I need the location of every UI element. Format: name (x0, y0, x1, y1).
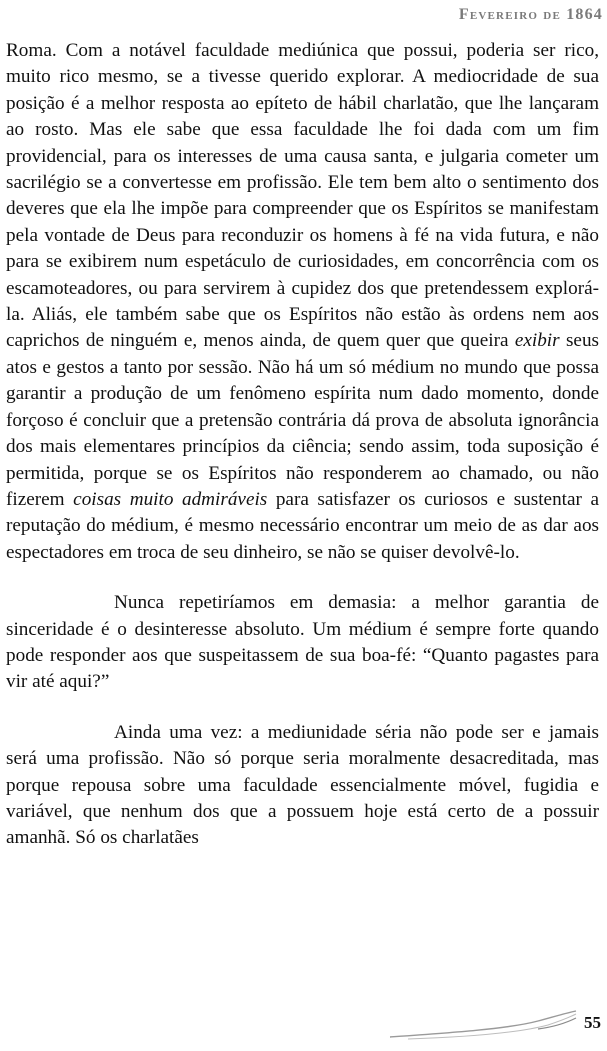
paragraph-1-part-a: Roma. Com a notável faculdade mediúnica que possui, poderia ser rico, muito rico mesmo, se a tivesse querido explorar. A mediocridade de sua posição é a melhor resposta ao epíteto de hábil charlatão, que lhe lançaram ao rosto. Mas ele sabe que essa faculdade lhe foi dada com um fim providencial, para os interesses de uma causa santa, e julgaria cometer um sacrilégio se a convertesse em profissão. Ele tem bem alto o sentimento dos deveres que ela lhe impõe para compreender que os Espíritos se manifestam pela vontade de Deus para reconduzir os homens à fé na vida futura, e não para se exibirem num espetáculo de curiosidades, em concorrência com os escamoteadores, ou para servirem à cupidez dos que pretendessem explorá-la. Aliás, ele também sabe que os Espíritos não estão às ordens nem aos caprichos de ninguém e, menos ainda, de quem quer que queira (6, 40, 599, 352)
paragraph-1-part-b: seus atos e gestos a tanto por sessão. Não há um só médium no mundo que possa garantir a produção de um fenômeno espírita num dado momento, donde forçoso é concluir que a pretensão contrária dá prova de absoluta ignorância dos mais elementares princípios da ciência; sendo assim, toda suposição é permitida, porque se os Espíritos não responderem ao chamado, ou não fizerem (6, 330, 600, 510)
paragraph-1 (6, 38, 599, 566)
running-header: Fevereiro de 1864 (458, 6, 603, 23)
page-number: 55 (584, 1013, 601, 1032)
paragraph-2: Nunca repetiríamos em demasia: a melhor garantia de sinceridade é o desinteresse absoluto. Um médium é sempre forte quando pode responder aos que suspeitassem de sua boa-fé: “Quanto pagastes para vir até aqui?” (6, 592, 599, 693)
emphasis-exibir: exibir (514, 330, 560, 352)
emphasis-coisas-muito-admiraveis: coisas muito admiráveis (73, 488, 268, 510)
paragraph-1-part-c: para satisfazer os curiosos e sustentar a reputação do médium, é mesmo necessário encontrar um meio de as dar aos espectadores em troca de seu dinheiro, se não se quiser devolvê-lo. (6, 488, 599, 563)
footer-swoosh-ornament (388, 1009, 578, 1041)
body-text (6, 38, 599, 852)
paragraph-3: Ainda uma vez: a mediunidade séria não pode ser e jamais será uma profissão. Não só porque seria moralmente desacreditada, mas porque repousa sobre uma faculdade essencialmente móvel, fugidia e variável, que nenhum dos que a possuem hoje está certo de a possuir amanhã. Só os charlatães (6, 721, 599, 849)
